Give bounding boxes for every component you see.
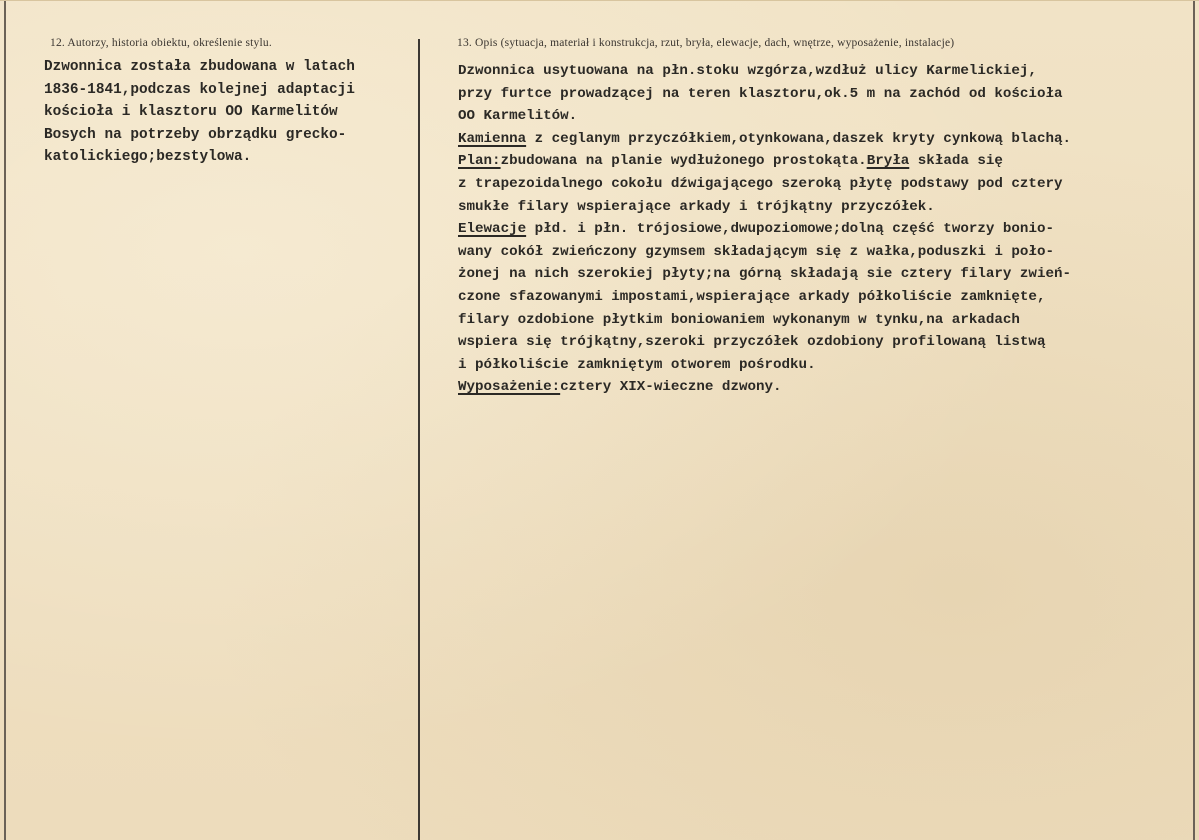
- line-text: z ceglanym przyczółkiem,otynkowana,daszek kryty cynkową blachą.: [526, 130, 1072, 147]
- column-divider: [418, 39, 420, 840]
- section-13-line: [458, 218, 1071, 241]
- line-text: OO Karmelitów.: [458, 108, 578, 125]
- section-13-line: [458, 173, 1071, 196]
- section-13-line: [458, 241, 1071, 264]
- section-13-line: [458, 83, 1071, 106]
- line-text: składa się: [909, 153, 1003, 170]
- section-13-line: [458, 376, 1071, 399]
- section-13-line: [458, 309, 1071, 332]
- section-12-line: Bosych na potrzeby obrządku grecko-: [44, 126, 347, 143]
- line-text: zbudowana na planie wydłużonego prostokąta.: [500, 153, 867, 170]
- line-text: przy furtce prowadzącej na teren klasztoru,ok.5 m na zachód od kościoła: [458, 85, 1063, 102]
- line-text: Dzwonnica usytuowana na płn.stoku wzgórza,wzdłuż ulicy Karmelickiej,: [458, 63, 1037, 79]
- section-12-text: [44, 56, 355, 169]
- underlined-term: Plan:: [458, 153, 501, 170]
- line-text: żonej na nich szerokiej płyty;na górną składają sie cztery filary zwień-: [458, 266, 1071, 283]
- line-text: z trapezoidalnego cokołu dźwigającego szeroką płytę podstawy pod cztery: [458, 175, 1063, 192]
- section-13-line: [458, 286, 1071, 309]
- section-13-line: [458, 196, 1071, 219]
- section-12-line: katolickiego;bezstylowa.: [44, 149, 252, 166]
- left-edge-line: [4, 1, 6, 840]
- section-12-heading: 12. Autorzy, historia obiektu, określenie stylu.: [50, 37, 272, 49]
- section-12-line: Dzwonnica została zbudowana w latach: [44, 59, 355, 75]
- section-13-text: [458, 60, 1071, 399]
- section-13-heading: 13. Opis (sytuacja, materiał i konstrukcja, rzut, bryła, elewacje, dach, wnętrze, wyposażenie, instalacje): [457, 37, 955, 49]
- section-13-line: [458, 150, 1071, 173]
- section-13-line: [458, 105, 1071, 128]
- section-13-line: [458, 331, 1071, 354]
- line-text: wany cokół zwieńczony gzymsem składającym się z wałka,poduszki i poło-: [458, 243, 1054, 260]
- line-text: wspiera się trójkątny,szeroki przyczółek ozdobiony profilowaną listwą: [458, 334, 1046, 351]
- section-13-line: [458, 263, 1071, 286]
- line-text: cztery XIX-wieczne dzwony.: [560, 379, 782, 396]
- underlined-term: Bryła: [866, 153, 910, 170]
- line-text: płd. i płn. trójosiowe,dwupoziomowe;dolną część tworzy bonio-: [526, 221, 1054, 238]
- underlined-term: Wyposażenie:: [458, 379, 561, 396]
- section-12-line: kościoła i klasztoru OO Karmelitów: [44, 104, 338, 121]
- line-text: filary ozdobione płytkim boniowaniem wykonanym w tynku,na arkadach: [458, 311, 1020, 328]
- section-13-line: [458, 354, 1071, 377]
- line-text: smukłe filary wspierające arkady i trójkątny przyczółek.: [458, 198, 935, 215]
- section-13-line: [458, 128, 1071, 151]
- section-13-line: [458, 60, 1071, 83]
- right-edge-line: [1193, 1, 1195, 840]
- underlined-term: Elewacje: [458, 221, 527, 238]
- line-text: czone sfazowanymi impostami,wspierające arkady półkoliście zamknięte,: [458, 288, 1046, 305]
- section-12-line: 1836-1841,podczas kolejnej adaptacji: [44, 81, 355, 98]
- underlined-term: Kamienna: [458, 130, 527, 147]
- line-text: i półkoliście zamkniętym otworem pośrodku.: [458, 356, 816, 373]
